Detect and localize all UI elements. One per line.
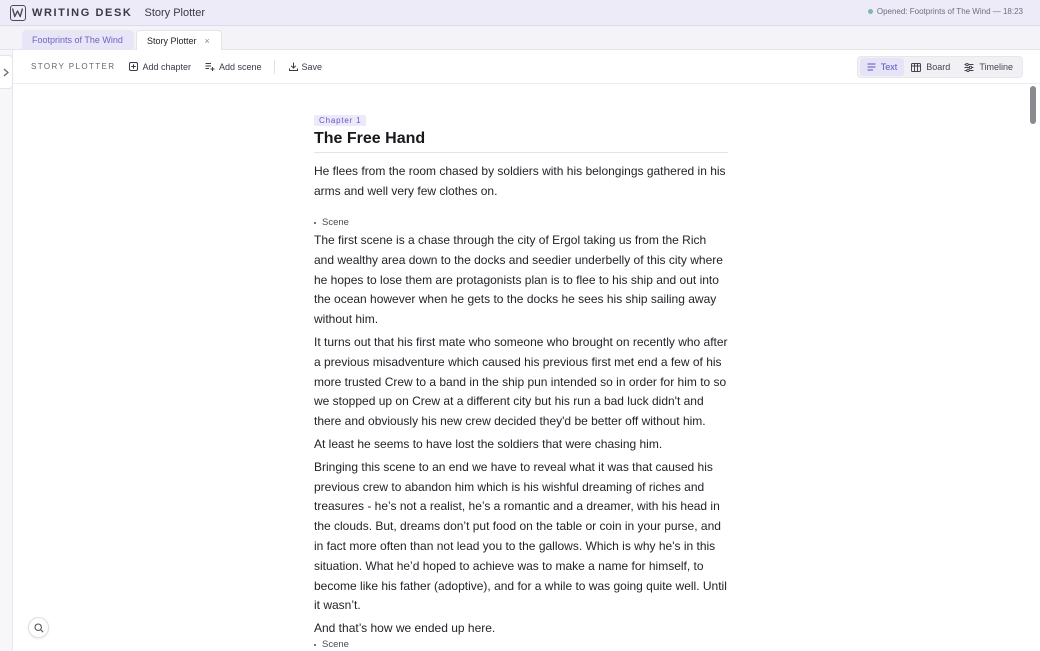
save-label: Save [301, 61, 323, 72]
view-timeline-button[interactable] [957, 58, 1020, 76]
sidebar-expand-button[interactable] [0, 55, 13, 89]
scene-paragraph[interactable]: At least he seems to have lost the soldiers that were chasing him. [314, 436, 663, 451]
save-button[interactable] [289, 62, 323, 72]
add-chapter-label: Add chapter [142, 61, 191, 72]
tab-story-plotter[interactable] [136, 30, 222, 50]
text-lines-icon [867, 63, 876, 71]
view-board-button[interactable] [904, 58, 957, 76]
app-section-title: Story Plotter [144, 6, 206, 19]
bullet-icon [314, 644, 316, 646]
scene-heading [314, 217, 728, 228]
scene-paragraph[interactable]: And that’s how we ended up here. [314, 621, 496, 636]
app-logo[interactable] [10, 5, 132, 21]
app-logo-text: WRITING DESK [32, 6, 133, 19]
scrollbar-thumb[interactable] [1030, 86, 1036, 124]
search-icon [34, 623, 44, 633]
add-scene-button[interactable] [205, 62, 262, 72]
scene-heading-label: Scene [322, 217, 349, 228]
status-dot-icon [868, 9, 873, 14]
scene-heading-next [314, 639, 349, 650]
add-chapter-button[interactable] [129, 62, 191, 72]
tab-label: Story Plotter [147, 35, 197, 46]
writing-desk-logo-icon [10, 5, 26, 21]
toolbar [13, 50, 1040, 84]
open-status [868, 7, 1023, 16]
close-icon[interactable]: × [204, 35, 210, 46]
scene-heading-label: Scene [322, 639, 349, 650]
board-icon [911, 63, 921, 72]
chapter-title[interactable]: The Free Hand [314, 130, 728, 153]
title-bar [0, 0, 1040, 26]
chevron-right-icon [3, 68, 9, 77]
view-text-button[interactable] [860, 58, 905, 76]
story-document [314, 110, 728, 639]
search-button[interactable] [28, 617, 49, 638]
chapter-summary[interactable]: He flees from the room chased by soldiers with his belongings gathered in his arms and well very few clothes on. [314, 164, 726, 198]
tab-footprints-of-the-wind[interactable] [22, 30, 134, 50]
vertical-scrollbar[interactable] [1030, 86, 1038, 651]
view-switcher [857, 56, 1023, 78]
toolbar-title: STORY PLOTTER [31, 62, 116, 71]
plus-square-icon [129, 62, 138, 71]
tab-label: Footprints of The Wind [32, 35, 123, 45]
timeline-icon [964, 63, 974, 72]
open-status-text: Opened: Footprints of The Wind — 18:23 [876, 7, 1023, 16]
view-text-label: Text [880, 62, 898, 72]
add-lines-icon [205, 62, 215, 71]
tab-bar [0, 26, 1040, 50]
scene-paragraph[interactable]: Bringing this scene to an end we have to reveal what it was that caused his previous crew to abandon him which is his wishful dreaming of riches and treasures - he’s not a realist, he’s a romantic and a dreamer, with his head in the clouds. But, dreams don’t put food on the table or coin in your purse, and in fact more often than not lead you to the gallows. Which is why he's in this situation. What he’d hoped to achieve was to make a name for himself, to become like his father (adoptive), and for a while to was going quite well. Until it wasn’t. [314, 459, 727, 613]
view-timeline-label: Timeline [979, 62, 1013, 72]
scene-paragraph[interactable]: It turns out that his first mate who someone who brought on recently who after a previous misadventure which caused his previous first met end a few of his more trusted Crew to a band in the ship pun intended so in order for him to so we stopped up on Crew at a different city but his run a bad luck didn't and there and obviously his new crew decided they'd be better off without him. [314, 334, 728, 429]
left-sidebar-collapsed [0, 50, 13, 651]
chapter-badge: Chapter 1 [314, 115, 366, 126]
scene-paragraph[interactable]: The first scene is a chase through the city of Ergol taking us from the Rich and wealthy area down to the docks and seedier underbelly of this city where he hopes to lose them are protagonists plan is to flee to his ship and out into the ocean however when he gets to the docks he sees his ship sailing away without him. [314, 233, 723, 327]
view-board-label: Board [926, 62, 951, 72]
bullet-icon [314, 222, 316, 224]
toolbar-divider [274, 60, 275, 74]
download-icon [289, 62, 298, 71]
add-scene-label: Add scene [219, 61, 262, 72]
